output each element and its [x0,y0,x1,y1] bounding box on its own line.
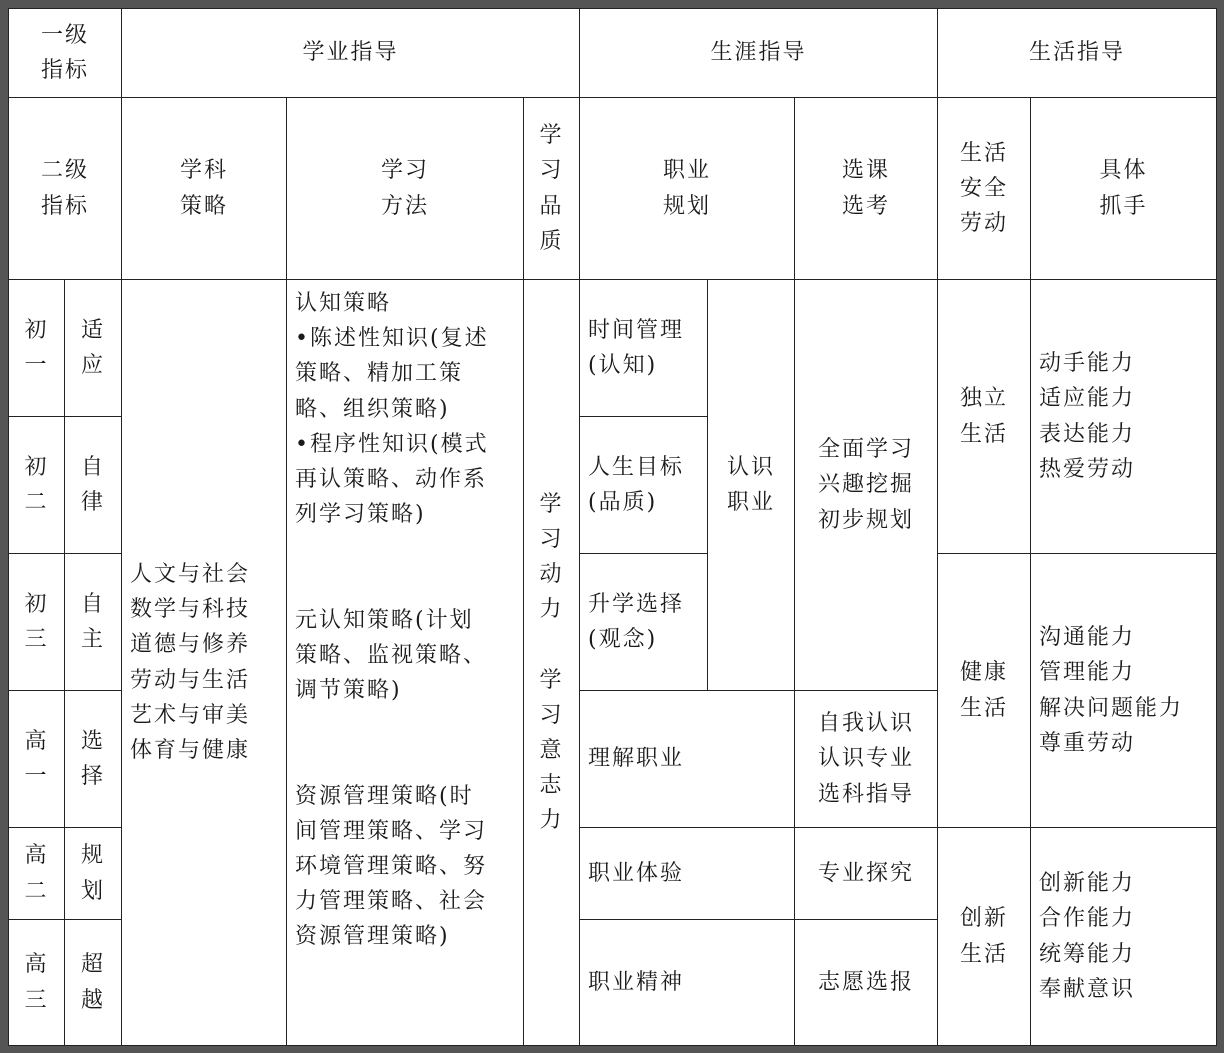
grade-cell: 高 三 [9,920,65,1046]
course-junior-cell: 全面学习 兴趣挖掘 初步规划 [795,280,938,691]
grade-cell: 初 三 [9,554,65,691]
subheader-row [9,98,1217,280]
guidance-index-table [8,8,1217,1046]
life-healthy-cell: 健康 生活 [938,554,1031,828]
life-innovative-cell: 创新 生活 [938,828,1031,1046]
grade-cell: 初 二 [9,417,65,554]
career-life-goal: 人生目标 (品质) [580,417,708,554]
career-understand: 理解职业 [580,691,795,828]
level1-label: 一级 指标 [9,9,122,98]
header-row [9,9,1217,98]
learning-method-cell: 认知策略 •陈述性知识(复述 策略、精加工策 略、组织策略) •程序性知识(模式 再认策略、动作系 列学习策略) 元认知策略(计划 策略、监视策略、 调节策略) 资源管理策略(时 间管理策略、学习 环境管理策略、努 力管理策略、社会 资源管理策略) [287,280,524,1046]
course-selection-header: 选课 选考 [795,98,938,280]
learning-method-header: 学习 方法 [287,98,524,280]
stage-cell: 自 律 [65,417,122,554]
career-know-career: 认识 职业 [708,280,795,691]
course-senior1-cell: 自我认识 认识专业 选科指导 [795,691,938,828]
handles-group3-cell: 创新能力 合作能力 统筹能力 奉献意识 [1031,828,1217,1046]
subject-strategy-cell: 人文与社会 数学与科技 道德与修养 劳动与生活 艺术与审美 体育与健康 [122,280,287,1046]
career-time-management: 时间管理 (认知) [580,280,708,417]
stage-cell: 适 应 [65,280,122,417]
career-spirit: 职业精神 [580,920,795,1046]
life-guidance-header: 生活指导 [938,9,1217,98]
grade-cell: 高 二 [9,828,65,920]
specific-handles-header: 具体 抓手 [1031,98,1217,280]
learning-quality-cell: 学 习 动 力 学 习 意 志 力 [524,280,580,1046]
course-senior3-cell: 志愿选报 [795,920,938,1046]
career-guidance-header: 生涯指导 [580,9,938,98]
career-experience: 职业体验 [580,828,795,920]
grade-cell: 高 一 [9,691,65,828]
career-further-study: 升学选择 (观念) [580,554,708,691]
stage-cell: 规 划 [65,828,122,920]
life-independent-cell: 独立 生活 [938,280,1031,554]
career-planning-header: 职业 规划 [580,98,795,280]
handles-group2-cell: 沟通能力 管理能力 解决问题能力 尊重劳动 [1031,554,1217,828]
table-row [9,280,1217,417]
learning-quality-header: 学 习 品 质 [524,98,580,280]
stage-cell: 自 主 [65,554,122,691]
academic-guidance-header: 学业指导 [122,9,580,98]
life-safety-labor-header: 生活 安全 劳动 [938,98,1031,280]
level2-label: 二级 指标 [9,98,122,280]
handles-group1-cell: 动手能力 适应能力 表达能力 热爱劳动 [1031,280,1217,554]
stage-cell: 选 择 [65,691,122,828]
grade-cell: 初 一 [9,280,65,417]
stage-cell: 超 越 [65,920,122,1046]
subject-strategy-header: 学科 策略 [122,98,287,280]
course-senior2-cell: 专业探究 [795,828,938,920]
